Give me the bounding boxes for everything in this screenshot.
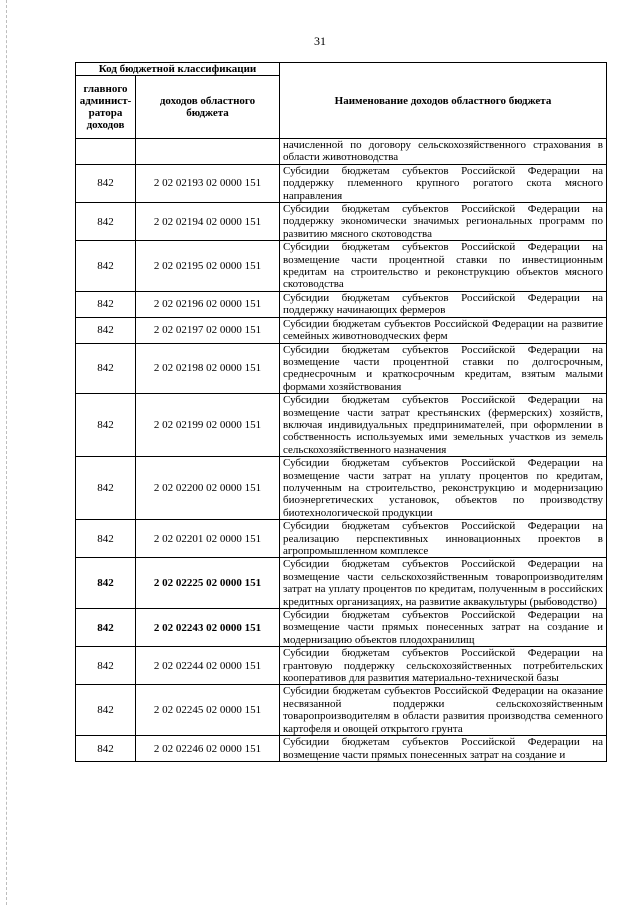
table-row xyxy=(76,647,607,685)
header-revenue-name: Наименование доходов областного бюджета xyxy=(280,63,607,139)
administrator-code-cell: 842 xyxy=(76,558,136,609)
revenue-description-cell: Субсидии бюджетам субъектов Российской Федерации на поддержку племенного крупного рогатого скота мясного направления xyxy=(280,164,607,202)
revenue-code-cell: 2 02 02196 02 0000 151 xyxy=(136,291,280,317)
revenue-description-cell: Субсидии бюджетам субъектов Российской Федерации на грантовую поддержку сельскохозяйственных потребительских кооперативов для развития материально-технической базы xyxy=(280,647,607,685)
table-row xyxy=(76,317,607,343)
table-row xyxy=(76,558,607,609)
revenue-description-cell: Субсидии бюджетам субъектов Российской Федерации на возмещение части прямых понесенных затрат на создание и модернизацию объектов плодохранилищ xyxy=(280,609,607,647)
table-row xyxy=(76,609,607,647)
administrator-code-cell: 842 xyxy=(76,203,136,241)
revenue-code-cell: 2 02 02198 02 0000 151 xyxy=(136,343,280,394)
revenue-description-cell: Субсидии бюджетам субъектов Российской Федерации на развитие семейных животноводческих ферм xyxy=(280,317,607,343)
table-row xyxy=(76,394,607,457)
revenue-code-cell: 2 02 02245 02 0000 151 xyxy=(136,685,280,736)
revenue-code-cell: 2 02 02199 02 0000 151 xyxy=(136,394,280,457)
revenue-description-cell: Субсидии бюджетам субъектов Российской Федерации на оказание несвязанной поддержки сельскохозяйственным товаропроизводителям в области развития производства семенного картофеля и овощей открытого грунта xyxy=(280,685,607,736)
scan-edge-line xyxy=(6,0,7,905)
revenue-code-cell: 2 02 02194 02 0000 151 xyxy=(136,203,280,241)
table-row xyxy=(76,139,607,165)
revenue-description-cell: начисленной по договору сельскохозяйственного страхования в области животноводства xyxy=(280,139,607,165)
administrator-code-cell: 842 xyxy=(76,241,136,292)
revenue-description-cell: Субсидии бюджетам субъектов Российской Федерации на возмещение части процентной ставки по долгосрочным, среднесрочным и краткосрочным кредитам, взятым малыми формами хозяйствования xyxy=(280,343,607,394)
revenue-description-cell: Субсидии бюджетам субъектов Российской Федерации на возмещение части затрат на уплату процентов по кредитам, полученным на строительство, реконструкцию и модернизацию биоэнергетических установок, объектов по производству биотехнологической продукции xyxy=(280,457,607,520)
administrator-code-cell: 842 xyxy=(76,457,136,520)
administrator-code-cell: 842 xyxy=(76,609,136,647)
table-row xyxy=(76,241,607,292)
table-row xyxy=(76,685,607,736)
table-row xyxy=(76,343,607,394)
revenue-code-cell: 2 02 02201 02 0000 151 xyxy=(136,520,280,558)
table-row xyxy=(76,291,607,317)
revenue-description-cell: Субсидии бюджетам субъектов Российской Федерации на возмещение части прямых понесенных затрат на создание и xyxy=(280,736,607,762)
administrator-code-cell: 842 xyxy=(76,520,136,558)
header-regional-revenue-code: доходов областного бюджета xyxy=(136,76,280,139)
administrator-code-cell xyxy=(76,139,136,165)
administrator-code-cell: 842 xyxy=(76,164,136,202)
revenue-code-cell: 2 02 02197 02 0000 151 xyxy=(136,317,280,343)
table-row xyxy=(76,736,607,762)
table-body xyxy=(76,139,607,762)
administrator-code-cell: 842 xyxy=(76,317,136,343)
page-number: 31 xyxy=(314,34,326,48)
revenue-description-cell: Субсидии бюджетам субъектов Российской Федерации на возмещение части процентной ставки по инвестиционным кредитам на строительство и реконструкцию объектов мясного скотоводства xyxy=(280,241,607,292)
revenue-code-cell: 2 02 02246 02 0000 151 xyxy=(136,736,280,762)
revenue-code-cell: 2 02 02193 02 0000 151 xyxy=(136,164,280,202)
administrator-code-cell: 842 xyxy=(76,647,136,685)
revenue-code-cell: 2 02 02200 02 0000 151 xyxy=(136,457,280,520)
administrator-code-cell: 842 xyxy=(76,291,136,317)
header-budget-code-group: Код бюджетной классификации xyxy=(76,63,280,76)
revenue-description-cell: Субсидии бюджетам субъектов Российской Федерации на реализацию перспективных инновационных проектов в агропромышленном комплексе xyxy=(280,520,607,558)
table-row xyxy=(76,164,607,202)
administrator-code-cell: 842 xyxy=(76,394,136,457)
revenue-description-cell: Субсидии бюджетам субъектов Российской Федерации на возмещение части затрат крестьянских (фермерских) хозяйств, включая индивидуальных предпринимателей, при оформлении в собственность используемых ими земельных участков из земель сельскохозяйственного назначения xyxy=(280,394,607,457)
budget-classification-table xyxy=(75,62,607,762)
revenue-code-cell: 2 02 02225 02 0000 151 xyxy=(136,558,280,609)
administrator-code-cell: 842 xyxy=(76,685,136,736)
table-row xyxy=(76,520,607,558)
revenue-code-cell xyxy=(136,139,280,165)
table-row xyxy=(76,203,607,241)
revenue-code-cell: 2 02 02244 02 0000 151 xyxy=(136,647,280,685)
revenue-code-cell: 2 02 02195 02 0000 151 xyxy=(136,241,280,292)
header-main-administrator: главного админист-ратора доходов xyxy=(76,76,136,139)
revenue-description-cell: Субсидии бюджетам субъектов Российской Федерации на поддержку экономически значимых региональных программ по развитию мясного скотоводства xyxy=(280,203,607,241)
revenue-description-cell: Субсидии бюджетам субъектов Российской Федерации на поддержку начинающих фермеров xyxy=(280,291,607,317)
table-row xyxy=(76,457,607,520)
administrator-code-cell: 842 xyxy=(76,736,136,762)
administrator-code-cell: 842 xyxy=(76,343,136,394)
revenue-description-cell: Субсидии бюджетам субъектов Российской Федерации на возмещение части сельскохозяйственным товаропроизводителям затрат на уплату процентов по кредитам, полученным в российских кредитных организациях, на развитие аквакультуры (рыбоводство) xyxy=(280,558,607,609)
revenue-code-cell: 2 02 02243 02 0000 151 xyxy=(136,609,280,647)
